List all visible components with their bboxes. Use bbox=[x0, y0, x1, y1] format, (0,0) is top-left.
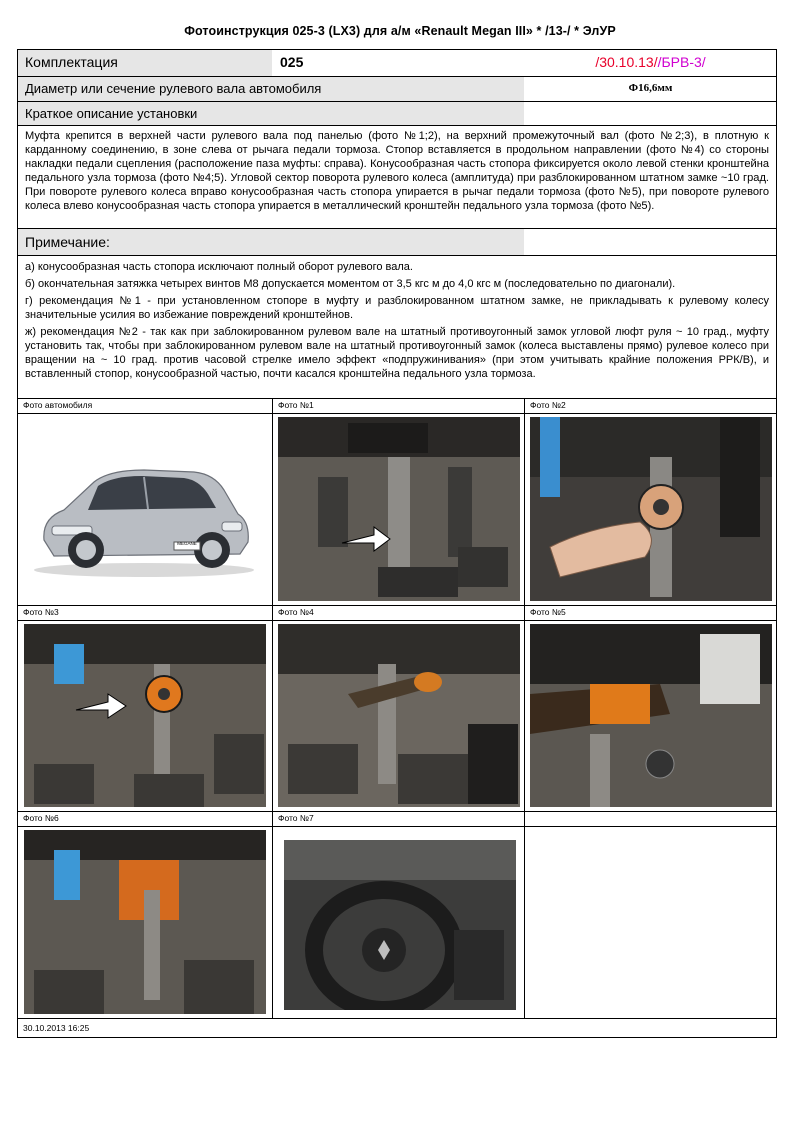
document-title: Фотоинструкция 025-3 (LX3) для а/м «Renault Megan III» * /13-/ * ЭлУР bbox=[184, 24, 616, 38]
code-cell bbox=[525, 50, 776, 76]
komplektaciya-value: 025 bbox=[280, 54, 304, 70]
caption-car-photo: Фото автомобиля bbox=[23, 400, 93, 410]
row-komplektaciya bbox=[18, 50, 776, 76]
note-item: ж) рекомендация №2 - так как при заблокированном рулевом вале на штатный противоугонный замок угловой люфт руля ~ 10 град., муфту установить так, чтобы при заблокированном рулевом вале на штатный противоугонный замок (колеса выставлены прямо) рулевое колесо при вращении на ~ 10 град. против часовой стрелке имело эффект «подпружинивания» (при этом учитывать крайние положения РРК/В), и вставленный стопор, конусообразной частью, почти касался кронштейна педального узла тормоза. bbox=[25, 326, 769, 380]
photo-5 bbox=[530, 624, 772, 807]
car-badge: MEGANE bbox=[177, 541, 197, 546]
note-label: Примечание: bbox=[18, 229, 524, 255]
komplektaciya-label: Комплектация bbox=[18, 50, 272, 76]
caption-photo-3: Фото №3 bbox=[23, 607, 59, 617]
note-item: б) окончательная затяжка четырех винтов М8 допускается моментом от 3,5 кгс м до 4,0 кгс м (последовательно по диагонали). bbox=[25, 278, 676, 290]
note-item: г) рекомендация №1 - при установленном стопоре в муфту и разблокированном штатном замке, не прикладывать к рулевому колесу значительные усилия во избежание повреждений кронштейнов. bbox=[25, 295, 769, 321]
instruction-sheet bbox=[17, 49, 777, 1038]
row-note-header bbox=[18, 229, 776, 255]
description-text: Муфта крепится в верхней части рулевого вала под панелью (фото №1;2), на верхний промежуточный вал (фото №2;3), в плотную к карданному соединению, в зоне слева от рычага педали тормоза. Стопор вставляется в продольном направлении (фото №4) со стороны накладки педали сцепления (расположение паза муфты: справа). Конусообразная часть стопора фиксируется около левой стенки кронштейна педального узла тормоза (фото №4;5). Угловой сектор поворота рулевого колеса (амплитуда) при разблокированном штатном замке ~10 град. При повороте рулевого колеса вправо конусообразная часть стопора упирается в рычаг педали тормоза (фото №5), при повороте рулевого колеса влево конусообразная часть стопора упирается в металлический кронштейн педального узла тормоза (фото №5). bbox=[25, 130, 769, 212]
description-label: Краткое описание установки bbox=[18, 102, 524, 125]
note-item: а) конусообразная часть стопора исключают полный оборот рулевого вала. bbox=[25, 261, 413, 273]
caption-photo-4: Фото №4 bbox=[278, 607, 314, 617]
caption-photo-2: Фото №2 bbox=[530, 400, 566, 410]
notes-block bbox=[18, 256, 776, 398]
brv-code: /БРВ-3/ bbox=[657, 54, 706, 70]
footer-timestamp: 30.10.2013 16:25 bbox=[23, 1023, 90, 1033]
photo-1 bbox=[278, 417, 520, 601]
car-photo bbox=[24, 430, 266, 580]
diameter-label: Диаметр или сечение рулевого вала автомобиля bbox=[18, 77, 524, 101]
photo-2 bbox=[530, 417, 772, 601]
caption-photo-7: Фото №7 bbox=[278, 813, 314, 823]
diameter-value: Ф16,6мм bbox=[628, 82, 673, 94]
photo-7 bbox=[284, 840, 516, 1010]
date-code: /30.10.13/ bbox=[595, 54, 658, 70]
caption-photo-6: Фото №6 bbox=[23, 813, 59, 823]
caption-photo-1: Фото №1 bbox=[278, 400, 314, 410]
caption-photo-5: Фото №5 bbox=[530, 607, 566, 617]
photo-4 bbox=[278, 624, 520, 807]
photo-6 bbox=[24, 830, 266, 1014]
row-diameter bbox=[18, 77, 776, 101]
row-description-header bbox=[18, 102, 776, 125]
photo-3 bbox=[24, 624, 266, 807]
